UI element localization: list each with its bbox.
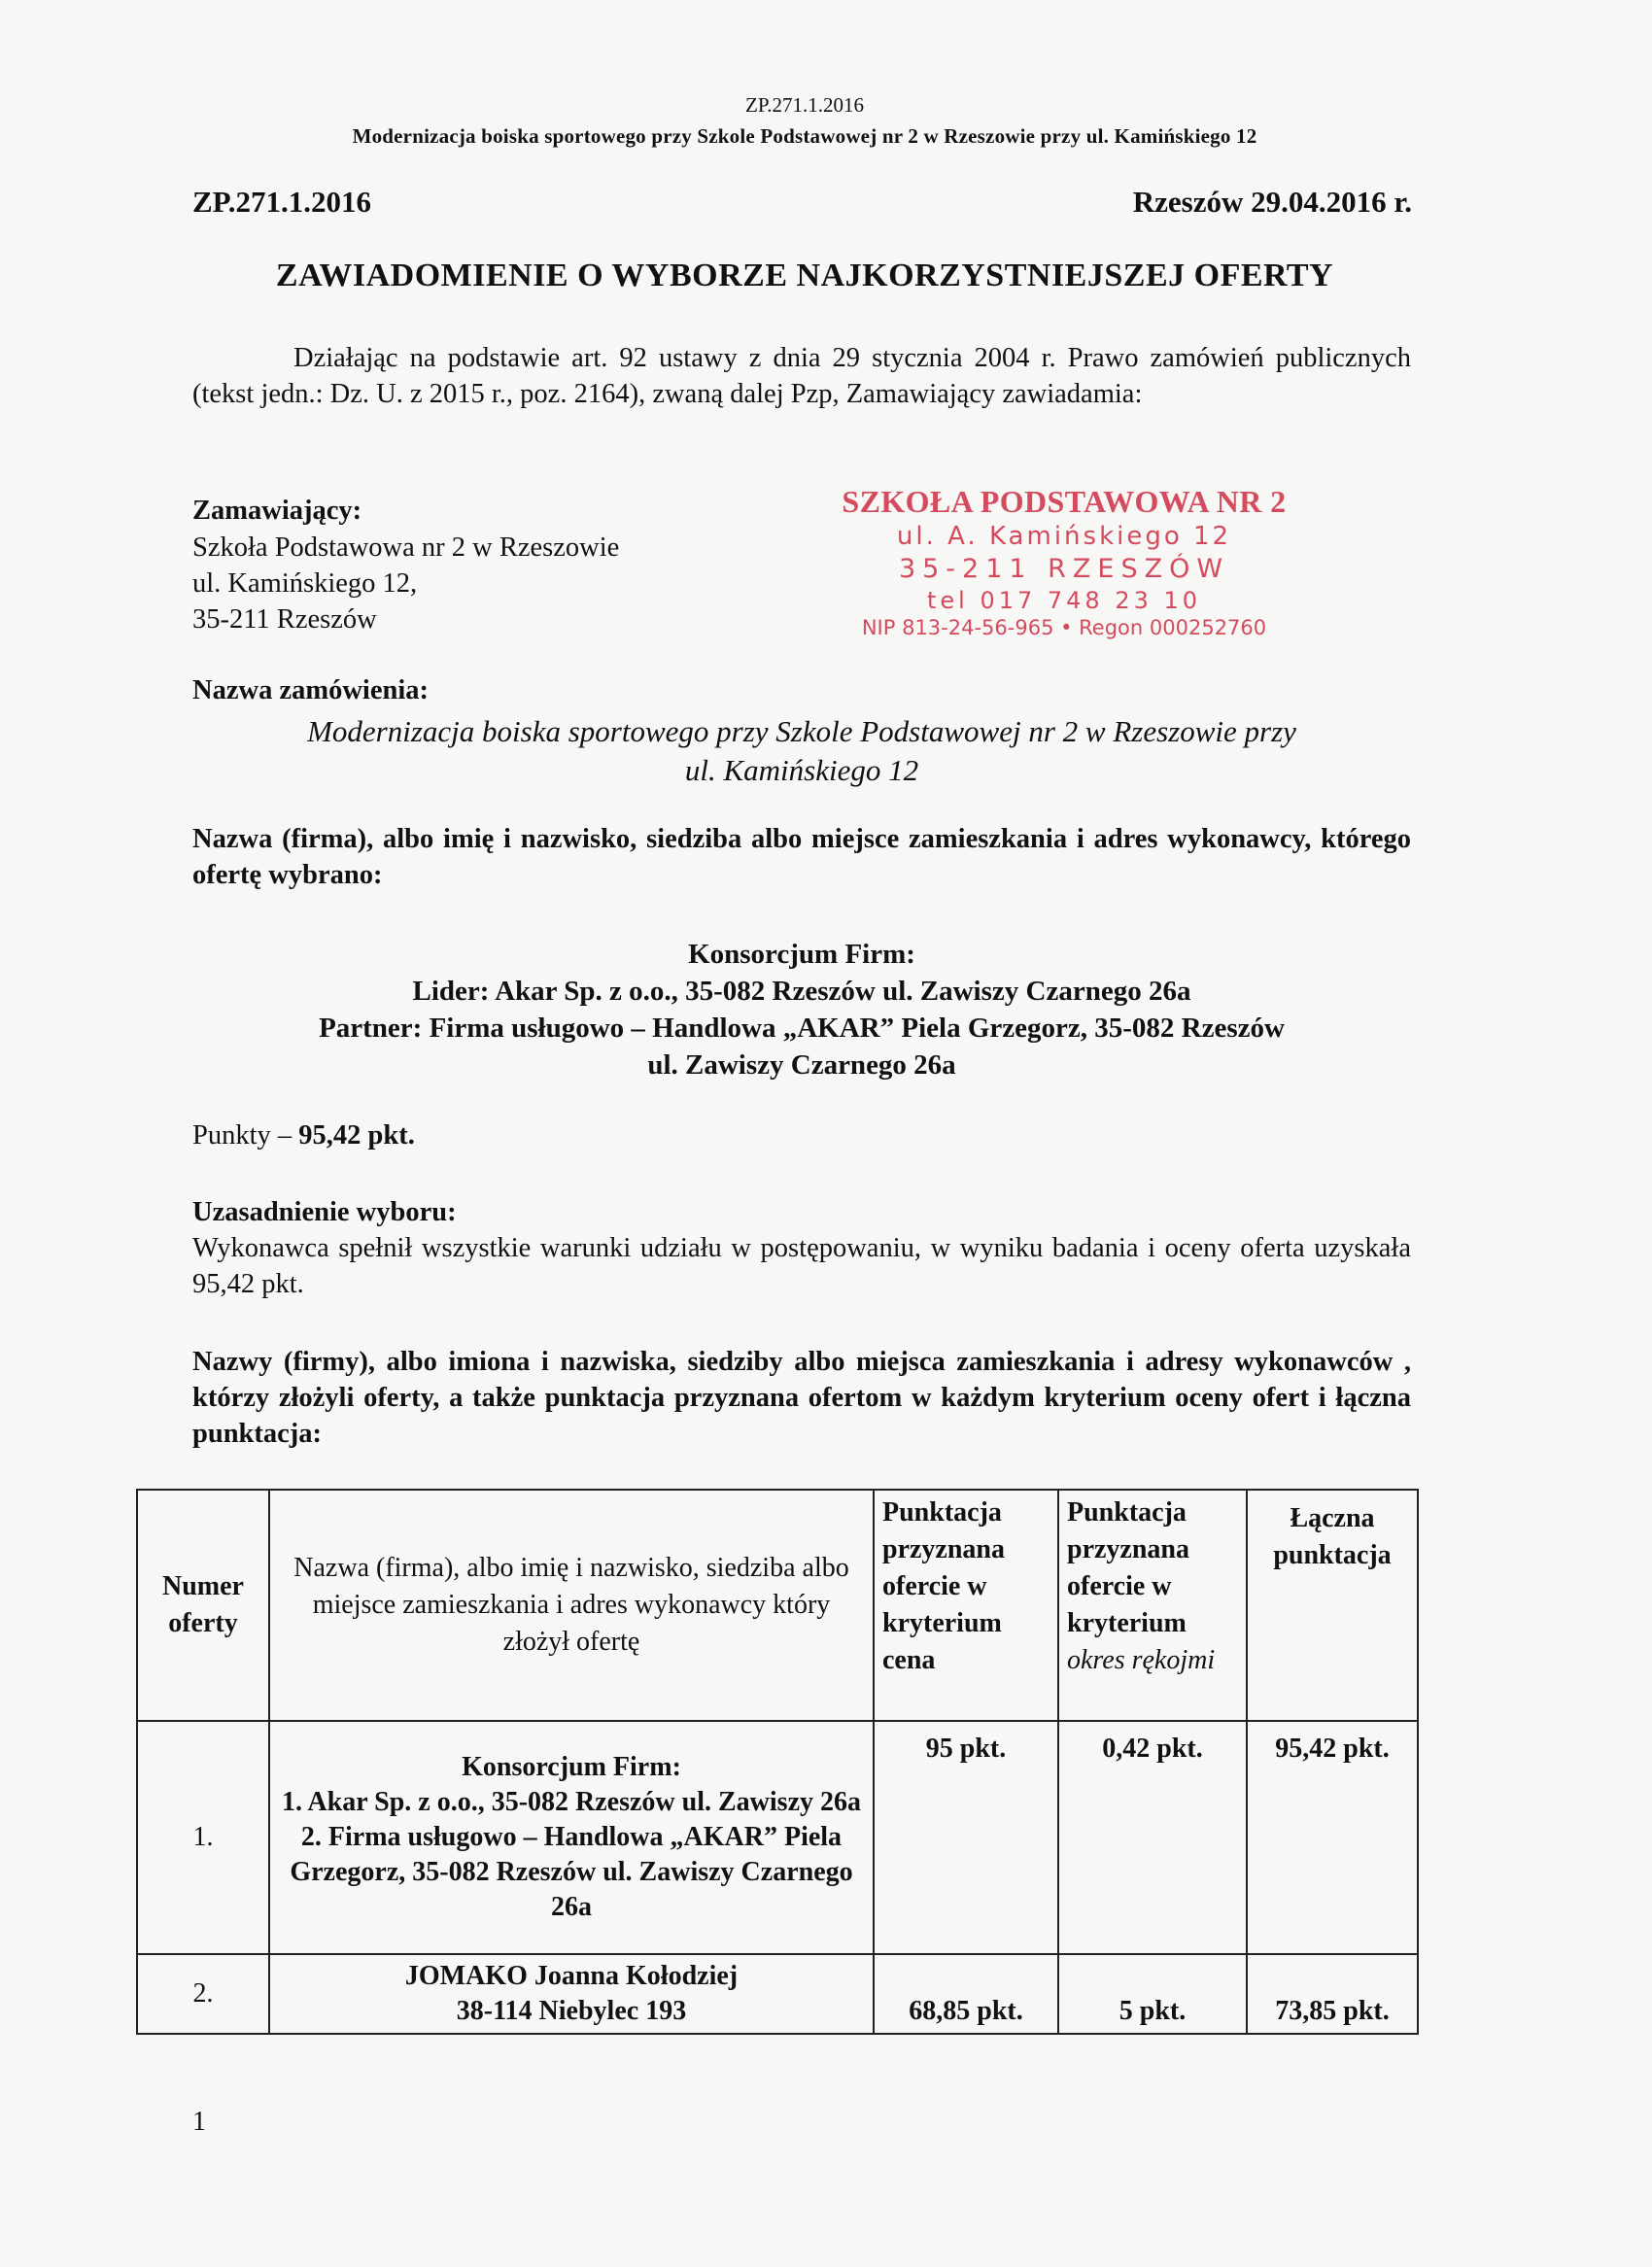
justification-text: Wykonawca spełnił wszystkie warunki udziału w postępowaniu, w wyniku badania i oceny oferta uzyskała 95,42 pkt. bbox=[192, 1233, 1411, 1299]
ordering-party-line: 35-211 Rzeszów bbox=[192, 604, 377, 635]
ordering-party-line: Szkoła Podstawowa nr 2 w Rzeszowie bbox=[192, 532, 620, 563]
winner-line: ul. Zawiszy Czarnego 26a bbox=[647, 1049, 956, 1081]
offers-table bbox=[136, 1489, 1419, 2035]
table-header-row bbox=[137, 1490, 1418, 1721]
order-name-line: Modernizacja boiska sportowego przy Szkole Podstawowej nr 2 w Rzeszowie przy bbox=[307, 714, 1296, 748]
bidder-line: JOMAKO Joanna Kołodziej bbox=[404, 1961, 739, 1991]
header-warranty-score bbox=[1058, 1490, 1247, 1721]
stamp-line: SZKOŁA PODSTAWOWA NR 2 bbox=[842, 484, 1287, 519]
justification-label: Uzasadnienie wyboru: bbox=[192, 1197, 457, 1227]
ordering-party-line: ul. Kamińskiego 12, bbox=[192, 568, 418, 599]
intro-paragraph: Działając na podstawie art. 92 ustawy z dnia 29 stycznia 2004 r. Prawo zamówień publicznych (tekst jedn.: Dz. U. z 2015 r., poz. 2164), zwaną dalej Pzp, Zamawiający zawiadamia: bbox=[192, 343, 1411, 409]
order-name-line: ul. Kamińskiego 12 bbox=[684, 753, 919, 787]
offer-number: 2. bbox=[137, 1954, 269, 2034]
page-number: 1 bbox=[192, 2107, 206, 2137]
points-label: Punkty – bbox=[192, 1120, 299, 1151]
place-date: Rzeszów 29.04.2016 r. bbox=[1132, 185, 1412, 219]
stamp-line: NIP 813-24-56-965 • Regon 000252760 bbox=[861, 616, 1267, 639]
order-name-label: Nazwa zamówienia: bbox=[192, 675, 429, 705]
winner-block bbox=[192, 936, 1411, 1083]
stamp-line: ul. A. Kamińskiego 12 bbox=[896, 522, 1232, 551]
header-bidder-name: Nazwa (firma), albo imię i nazwisko, siedziba albo miejsce zamieszkania i adres wykonawcy który złożył ofertę bbox=[269, 1490, 874, 1721]
winner-line: Lider: Akar Sp. z o.o., 35-082 Rzeszów ul. Zawiszy Czarnego 26a bbox=[412, 976, 1191, 1007]
order-name-value bbox=[192, 712, 1411, 790]
total-score: 73,85 pkt. bbox=[1247, 1954, 1418, 2034]
header-offer-number: Numer oferty bbox=[137, 1490, 269, 1721]
winner-line: Konsorcjum Firm: bbox=[688, 939, 915, 970]
bidder-line: 1. Akar Sp. z o.o., 35-082 Rzeszów ul. Zawiszy 26a bbox=[281, 1787, 862, 1817]
header-price-score: Punktacja przyznana ofercie w kryterium cena bbox=[874, 1490, 1058, 1721]
bidder-name bbox=[269, 1954, 874, 2034]
header-warranty-text: Punktacja przyznana ofercie w kryterium bbox=[1067, 1497, 1189, 1638]
bidder-name bbox=[269, 1721, 874, 1954]
warranty-score: 0,42 pkt. bbox=[1058, 1721, 1247, 1954]
bidder-line: 2. Firma usługowo – Handlowa „AKAR” Piela Grzegorz, 35-082 Rzeszów ul. Zawiszy Czarnego 26a bbox=[290, 1822, 853, 1922]
winner-question: Nazwa (firma), albo imię i nazwisko, siedziba albo miejsce zamieszkania i adres wykonawcy, którego ofertę wybrano: bbox=[192, 824, 1411, 890]
table-row bbox=[137, 1721, 1418, 1954]
offer-number: 1. bbox=[137, 1721, 269, 1954]
winner-line: Partner: Firma usługowo – Handlowa „AKAR” Piela Grzegorz, 35-082 Rzeszów bbox=[319, 1013, 1285, 1044]
warranty-score: 5 pkt. bbox=[1058, 1954, 1247, 2034]
points-value: 95,42 pkt. bbox=[298, 1120, 415, 1151]
stamp-line: 35-211 RZESZÓW bbox=[898, 554, 1230, 584]
running-header-ref: ZP.271.1.2016 bbox=[745, 93, 864, 117]
ordering-party-address bbox=[192, 530, 619, 637]
total-score: 95,42 pkt. bbox=[1247, 1721, 1418, 1954]
price-score: 68,85 pkt. bbox=[874, 1954, 1058, 2034]
points-line bbox=[192, 1120, 415, 1151]
school-stamp bbox=[831, 484, 1297, 639]
stamp-line: tel 017 748 23 10 bbox=[926, 587, 1202, 614]
bidder-line: 38-114 Niebylec 193 bbox=[456, 1996, 687, 2026]
reference-number: ZP.271.1.2016 bbox=[192, 185, 372, 219]
bidder-line: Konsorcjum Firm: bbox=[462, 1752, 681, 1782]
document-title: ZAWIADOMIENIE O WYBORZE NAJKORZYSTNIEJSZEJ OFERTY bbox=[275, 258, 1334, 293]
ordering-party-label: Zamawiający: bbox=[192, 496, 362, 526]
table-row bbox=[137, 1954, 1418, 2034]
price-score: 95 pkt. bbox=[874, 1721, 1058, 1954]
running-header-subject: Modernizacja boiska sportowego przy Szkole Podstawowej nr 2 w Rzeszowie przy ul. Kamińskiego 12 bbox=[352, 124, 1257, 148]
header-total-score: Łączna punktacja bbox=[1247, 1490, 1418, 1721]
bidders-question: Nazwy (firmy), albo imiona i nazwiska, siedziby albo miejsca zamieszkania i adresy wykonawców , którzy złożyli oferty, a także punktacja przyznana ofertom w każdym kryterium oceny ofert i łączna punktacja: bbox=[192, 1347, 1411, 1449]
header-warranty-criterion: okres rękojmi bbox=[1067, 1645, 1216, 1675]
